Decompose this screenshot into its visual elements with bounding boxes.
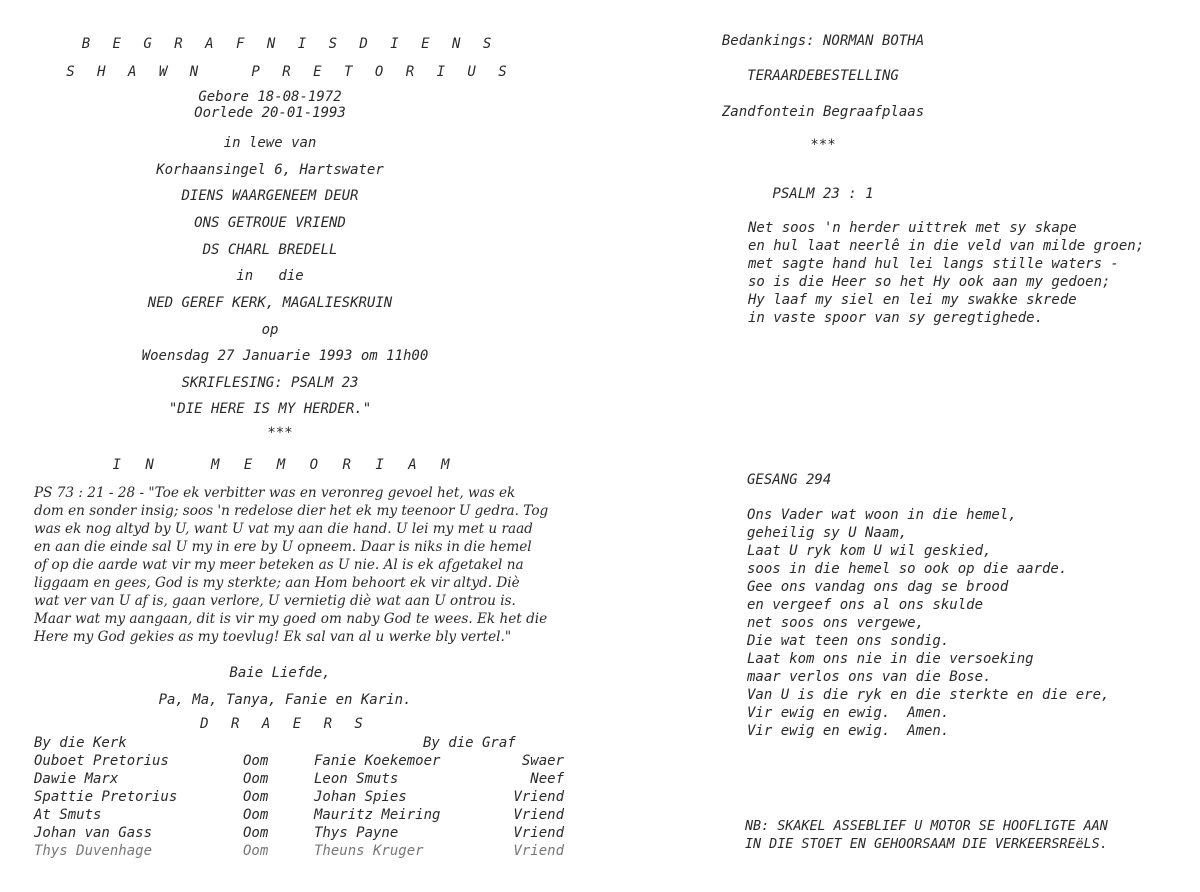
by-die-graf-label: By die Graf: [423, 735, 516, 751]
service-date: Woensdag 27 Januarie 1993 om 11h00: [141, 348, 429, 364]
burial-heading: TERAARDEBESTELLING: [747, 68, 899, 84]
bearer-church-name: At Smuts: [34, 807, 102, 823]
hymn-line: soos in die hemel so ook op die aarde.: [747, 561, 1068, 577]
hymn-line: Gee ons vandag ons dag se brood: [747, 579, 1009, 595]
bearer-grave-name: Thys Payne: [314, 825, 399, 841]
bearer-church-name: Dawie Marx: [34, 771, 119, 787]
gesang-title: GESANG 294: [747, 472, 832, 488]
stars-divider: ***: [810, 137, 836, 153]
hymn-line: geheilig sy U Naam,: [747, 525, 908, 541]
bearer-church-name: Ouboet Pretorius: [34, 753, 169, 769]
hymn-line: Vir ewig en ewig. Amen.: [747, 723, 950, 739]
bearer-church-title: Oom: [243, 753, 269, 769]
hymn-line: Van U is die ryk en die sterkte en die ere,: [747, 687, 1110, 703]
verse-line: en hul laat neerlê in die veld van milde groen;: [748, 238, 1145, 254]
deceased-name: S H A W N P R E T O R I U S: [66, 64, 514, 80]
thanks-line: Bedankings: NORMAN BOTHA: [721, 33, 925, 49]
bearer-row: [34, 842, 564, 860]
friend-heading: ONS GETROUE VRIEND: [194, 215, 346, 231]
bearer-grave-name: Leon Smuts: [314, 771, 399, 787]
baie-liefde: Baie Liefde,: [229, 665, 331, 681]
bearer-row: [34, 824, 564, 842]
hymn-line: Laat kom ons nie in die versoeking: [747, 651, 1034, 667]
bearer-row: [34, 770, 564, 788]
bearer-church-title: Oom: [243, 771, 269, 787]
bearer-church-name: Spattie Pretorius: [34, 789, 178, 805]
bearer-row: [34, 752, 564, 770]
bearer-church-title: Oom: [243, 843, 269, 859]
verse-line: met sagte hand hul lei langs stille waters -: [748, 256, 1119, 272]
verse-line: in vaste spoor van sy geregtighede.: [748, 310, 1044, 326]
bearer-grave-relation: Vriend: [513, 825, 564, 841]
right-page: [600, 0, 1200, 892]
bearers-heading: D R A E R S: [200, 716, 370, 732]
bearer-church-title: Oom: [243, 789, 269, 805]
bearer-grave-name: Mauritz Meiring: [314, 807, 441, 823]
nb-notice: [745, 818, 1108, 854]
death-date: Oorlede 20-01-1993: [194, 105, 346, 121]
hymn-line: Ons Vader wat woon in die hemel,: [747, 507, 1017, 523]
verse-line: Hy laaf my siel en lei my swakke skrede: [748, 292, 1077, 308]
hymn-line: Laat U ryk kom U wil geskied,: [747, 543, 992, 559]
bearer-grave-relation: Vriend: [513, 843, 564, 859]
bearer-grave-name: Fanie Koekemoer: [314, 753, 441, 769]
hymn-line: Vir ewig en ewig. Amen.: [747, 705, 950, 721]
notice-line: IN DIE STOET EN GEHOORSAAM DIE VERKEERSREëLS.: [745, 837, 1108, 852]
address: Korhaansingel 6, Hartswater: [156, 162, 384, 178]
in-die: in die: [236, 268, 304, 284]
in-memoriam-heading: I N M E M O R I A M: [112, 457, 458, 473]
bearer-grave-relation: Vriend: [513, 789, 564, 805]
psalm-23-verse: [748, 219, 1144, 327]
family-names: Pa, Ma, Tanya, Fanie en Karin.: [158, 692, 412, 708]
bearers-list: [34, 752, 564, 860]
hymn-line: net soos ons vergewe,: [747, 615, 925, 631]
verse-line: so is die Heer so het Hy ook aan my gedoen;: [748, 274, 1111, 290]
minister-name: DS CHARL BREDELL: [202, 242, 338, 258]
psalm-73-passage: PS 73 : 21 - 28 - "Toe ek verbitter was en veronreg gevoel het, was ek dom en sonder insig; soos 'n redelose dier het ek my teenoor U gedra. Tog was ek nog altyd by U, want U vat my aan die hand. U lei my met u raad en aan die einde sal U my in ere by U opneem. Daar is niks in die hemel of op die aarde wat vir my meer beteken as U nie. Al is ek afgetakel na liggaam en gees, God is my sterkte; aan Hom behoort ek vir altyd. Diè wat ver van U af is, gaan verlore, U vernietig diè wat aan U ontrou is. Maar wat my aangaan, dit is vir my goed om naby God te wees. Ek het die Here my God gekies as my toevlug! Ek sal van al u werke bly vertel.": [34, 485, 549, 645]
psalm-quote: "DIE HERE IS MY HERDER.": [168, 401, 372, 417]
bearer-church-name: Johan van Gass: [34, 825, 153, 841]
bearer-grave-relation: Neef: [530, 771, 564, 787]
hymn-line: Die wat teen ons sondig.: [747, 633, 950, 649]
psalm-23-title: PSALM 23 : 1: [772, 186, 874, 202]
church-name: NED GEREF KERK, MAGALIESKRUIN: [147, 295, 393, 311]
scripture-reading: SKRIFLESING: PSALM 23: [181, 375, 359, 391]
op: op: [261, 322, 279, 338]
bearer-row: [34, 806, 564, 824]
bearer-church-title: Oom: [243, 825, 269, 841]
cemetery-name: Zandfontein Begraafplaas: [721, 104, 925, 120]
bearer-church-title: Oom: [243, 807, 269, 823]
birth-date: Gebore 18-08-1972: [198, 89, 342, 105]
notice-line: NB: SKAKEL ASSEBLIEF U MOTOR SE HOOFLIGTE AAN: [745, 819, 1108, 834]
hymn-line: maar verlos ons van die Bose.: [747, 669, 992, 685]
stars-divider: ***: [267, 425, 293, 441]
program-title: B E G R A F N I S D I E N S: [81, 36, 499, 52]
bearer-grave-relation: Vriend: [513, 807, 564, 823]
hymn-line: en vergeef ons al ons skulde: [747, 597, 984, 613]
bearer-church-name: Thys Duvenhage: [34, 843, 153, 859]
bearer-grave-name: Johan Spies: [314, 789, 407, 805]
bearer-row: [34, 788, 564, 806]
bearer-grave-relation: Swaer: [521, 753, 564, 769]
in-lewe-van: in lewe van: [223, 135, 317, 151]
gesang-294-text: [747, 506, 1109, 740]
verse-line: Net soos 'n herder uittrek met sy skape: [748, 220, 1077, 236]
service-by-heading: DIENS WAARGENEEM DEUR: [181, 188, 359, 204]
by-die-kerk-label: By die Kerk: [34, 735, 127, 751]
bearer-grave-name: Theuns Kruger: [314, 843, 424, 859]
